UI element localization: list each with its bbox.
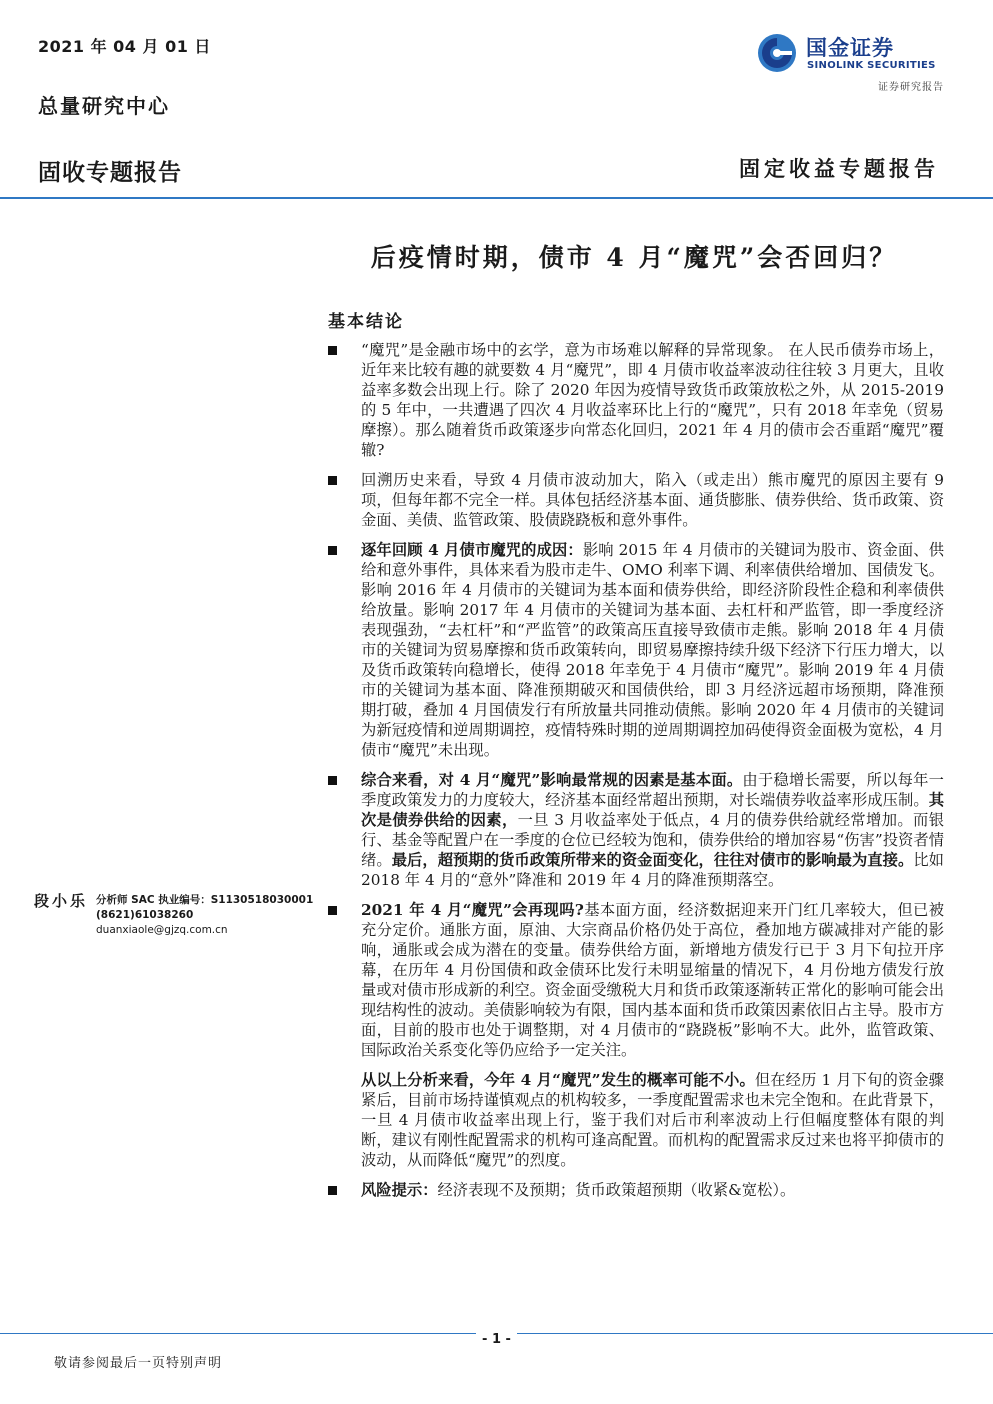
report-body	[328, 340, 944, 1210]
logo-text-cn: 国金证券	[806, 36, 894, 60]
report-title: 后疫情时期，债市 4 月“魔咒”会否回归？	[370, 243, 898, 272]
paragraph: 从以上分析来看，今年 4 月“魔咒”发生的概率可能不小。但在经历 1 月下旬的资金骤紧后，目前市场持谨慎观点的机构较多，一季度配置需求也未完全饱和。在此背景下，一旦 4 月债市收益率出现上行，鉴于我们对后市利率波动上行但幅度整体有限的判断，建议有刚性配置需求的机构可逢高配置。而机构的配置需求反过来也将平抑债市的波动，从而降低“魔咒”的烈度。	[361, 1071, 944, 1169]
paragraph: 2021 年 4 月“魔咒”会再现吗?基本面方面，经济数据迎来开门红几率较大，但已被充分定价。通胀方面，原油、大宗商品价格仍处于高位，叠加地方碳减排对产能的影响，通胀或会成为潜在的变量。债券供给方面，新增地方债发行已于 3 月下旬拉开序幕，在历年 4 月份国债和政金债环比发行未明显缩量的情况下，4 月份地方债发行放量或对债市形成新的利空。资金面受缴税大月和货币政策逐渐转正常化的影响可能会出现结构性的波动。美债影响较为有限，国内基本面和货币政策因素依旧占主导。股市方面，目前的股市也处于调整期，对 4 月债市的“跷跷板”影响不大。此外，监管政策、国际政治关系变化等仍应给予一定关注。	[328, 900, 944, 1060]
analyst-name: 段小乐	[34, 892, 89, 910]
square-bullet-icon	[328, 476, 337, 485]
page-number-wrap	[0, 1333, 993, 1348]
disclaimer-note: 敬请参阅最后一页特别声明	[54, 1356, 223, 1371]
square-bullet-icon	[328, 906, 337, 915]
report-type-right: 固定收益专题报告	[739, 156, 939, 181]
report-type: 固收专题报告	[38, 160, 182, 186]
header-divider	[0, 197, 993, 199]
analyst-cert: 分析师 SAC 执业编号：S1130518030001	[96, 894, 314, 906]
risk-warning: 风险提示：经济表现不及预期；货币政策超预期（收紧&宽松）。	[328, 1180, 944, 1200]
square-bullet-icon	[328, 1186, 337, 1195]
sinolink-logo-icon	[756, 32, 798, 74]
page-number: - 1 -	[476, 1332, 517, 1347]
logo-text-en: SINOLINK SECURITIES	[807, 60, 936, 71]
analyst-details	[96, 893, 313, 938]
paragraph: 回溯历史来看，导致 4 月债市波动加大，陷入（或走出）熊市魔咒的原因主要有 9 项，但每年都不完全一样。具体包括经济基本面、通货膨胀、债券供给、货币政策、资金面、美债、监管政策、股债跷跷板和意外事件。	[328, 470, 944, 530]
square-bullet-icon	[328, 776, 337, 785]
analyst-phone: (8621)61038260	[96, 909, 194, 921]
paragraph: “魔咒”是金融市场中的玄学，意为市场难以解释的异常现象。 在人民币债券市场上，近年来比较有趣的就要数 4 月“魔咒”，即 4 月债市收益率波动往往较 3 月更大，且收益率多数会出现上行。除了 2020 年因为疫情导致货币政策放松之外，从 2015-2019 的 5 年中，一共遭遇了四次 4 月收益率环比上行的“魔咒”，只有 2018 年幸免（贸易摩擦）。那么随着货币政策逐步向常态化回归，2021 年 4 月的债市会否重蹈“魔咒”覆辙?	[328, 340, 944, 460]
report-date: 2021 年 04 月 01 日	[38, 37, 211, 56]
research-center-name: 总量研究中心	[38, 94, 170, 118]
analyst-email[interactable]: duanxiaole@gjzq.com.cn	[96, 924, 228, 936]
paragraph: 逐年回顾 4 月债市魔咒的成因：影响 2015 年 4 月债市的关键词为股市、资金面、供给和意外事件，具体来看为股市走牛、OMO 利率下调、利率债供给增加、国债发飞。影响 2016 年 4 月债市的关键词为基本面和债券供给，即经济阶段性企稳和利率债供给放量。影响 2017 年 4 月债市的关键词为基本面、去杠杆和严监管，即一季度经济表现强劲，“去杠杆”和“严监管”的政策高压直接导致债市走熊。影响 2018 年 4 月债市的关键词为贸易摩擦和货币政策转向，即贸易摩擦持续升级下经济下行压力增大，以及货币政策转向稳增长，使得 2018 年幸免于 4 月债市“魔咒”。影响 2019 年 4 月债市的关键词为基本面、降准预期破灭和国债供给，即 3 月经济远超市场预期，降准预期打破，叠加 4 月国债发行有所放量共同推动债熊。影响 2020 年 4 月债市的关键词为新冠疫情和逆周期调控，疫情特殊时期的逆周期调控加码使得资金面极为宽松，4 月债市“魔咒”未出现。	[328, 540, 944, 760]
section-title: 基本结论	[328, 312, 404, 332]
square-bullet-icon	[328, 546, 337, 555]
company-logo	[756, 30, 946, 94]
paragraph: 综合来看，对 4 月“魔咒”影响最常规的因素是基本面。由于稳增长需要，所以每年一季度政策发力的力度较大，经济基本面经常超出预期，对长端债券收益率形成压制。其次是债券供给的因素，一旦 3 月收益率处于低点，4 月的债券供给就经常增加。而银行、基金等配置户在一季度的仓位已经较为饱和，债券供给的增加容易“伤害”投资者情绪。最后，超预期的货币政策所带来的资金面变化，往往对债市的影响最为直接。比如 2018 年 4 月的“意外”降准和 2019 年 4 月的降准预期落空。	[328, 770, 944, 890]
logo-subtitle: 证券研究报告	[878, 82, 944, 93]
square-bullet-icon	[328, 346, 337, 355]
